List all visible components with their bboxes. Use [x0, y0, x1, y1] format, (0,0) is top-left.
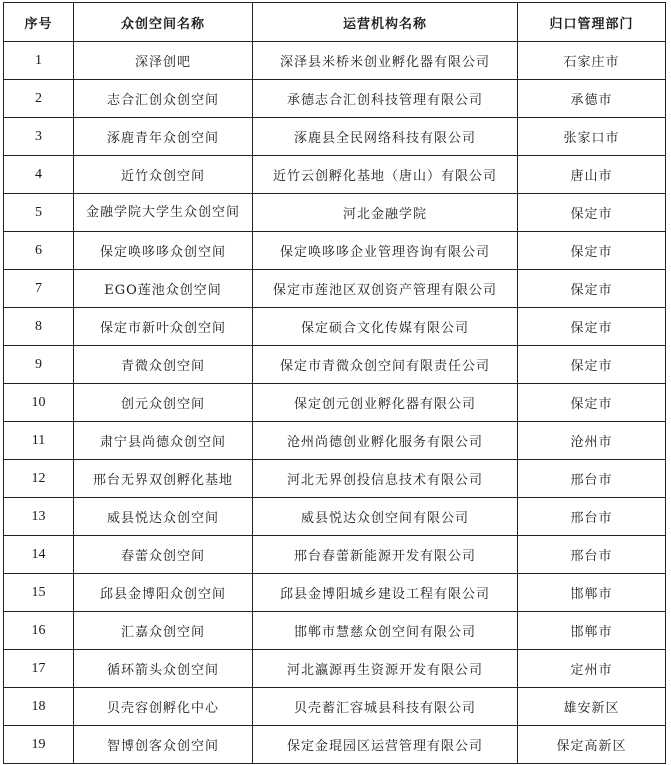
- cell-space-name: 创元众创空间: [74, 384, 253, 422]
- header-serial-number: 序号: [4, 3, 74, 42]
- cell-management-dept: 保定市: [518, 384, 666, 422]
- cell-management-dept: 沧州市: [518, 422, 666, 460]
- cell-serial-number: 3: [4, 118, 74, 156]
- cell-serial-number: 19: [4, 726, 74, 764]
- header-operator-name: 运营机构名称: [253, 3, 518, 42]
- cell-space-name: 志合汇创众创空间: [74, 80, 253, 118]
- cell-operator-name: 保定市青微众创空间有限责任公司: [253, 346, 518, 384]
- cell-serial-number: 9: [4, 346, 74, 384]
- cell-serial-number: 16: [4, 612, 74, 650]
- cell-space-name: 智博创客众创空间: [74, 726, 253, 764]
- table-row: [4, 118, 666, 156]
- cell-serial-number: 8: [4, 308, 74, 346]
- cell-operator-name: 沧州尚德创业孵化服务有限公司: [253, 422, 518, 460]
- cell-serial-number: 14: [4, 536, 74, 574]
- cell-serial-number: 12: [4, 460, 74, 498]
- cell-operator-name: 邯郸市慧慈众创空间有限公司: [253, 612, 518, 650]
- table-row: [4, 422, 666, 460]
- cell-management-dept: 邢台市: [518, 460, 666, 498]
- table-body: [4, 42, 666, 764]
- cell-management-dept: 石家庄市: [518, 42, 666, 80]
- cell-space-name: 保定唤哆哆众创空间: [74, 232, 253, 270]
- cell-serial-number: 7: [4, 270, 74, 308]
- cell-operator-name: 贝壳蓄汇容城县科技有限公司: [253, 688, 518, 726]
- cell-operator-name: 保定金琨园区运营管理有限公司: [253, 726, 518, 764]
- cell-space-name: 邱县金博阳众创空间: [74, 574, 253, 612]
- table-row: [4, 80, 666, 118]
- cell-serial-number: 10: [4, 384, 74, 422]
- table-row: [4, 650, 666, 688]
- table-row: [4, 384, 666, 422]
- cell-space-name: EGO莲池众创空间: [74, 270, 253, 308]
- table-row: [4, 612, 666, 650]
- table-row: [4, 270, 666, 308]
- cell-management-dept: 邢台市: [518, 536, 666, 574]
- cell-management-dept: 邯郸市: [518, 574, 666, 612]
- cell-operator-name: 邱县金博阳城乡建设工程有限公司: [253, 574, 518, 612]
- cell-space-name: 威县悦达众创空间: [74, 498, 253, 536]
- cell-operator-name: 保定市莲池区双创资产管理有限公司: [253, 270, 518, 308]
- cell-space-name: 保定市新叶众创空间: [74, 308, 253, 346]
- cell-management-dept: 承德市: [518, 80, 666, 118]
- table-row: [4, 156, 666, 194]
- cell-space-name: 肃宁县尚德众创空间: [74, 422, 253, 460]
- cell-serial-number: 18: [4, 688, 74, 726]
- cell-serial-number: 17: [4, 650, 74, 688]
- table-row: [4, 498, 666, 536]
- table-row: [4, 726, 666, 764]
- maker-space-table: [3, 2, 666, 764]
- cell-operator-name: 河北无界创投信息技术有限公司: [253, 460, 518, 498]
- table-row: [4, 346, 666, 384]
- cell-operator-name: 涿鹿县全民网络科技有限公司: [253, 118, 518, 156]
- cell-space-name: 深泽创吧: [74, 42, 253, 80]
- cell-operator-name: 保定创元创业孵化器有限公司: [253, 384, 518, 422]
- cell-space-name: 涿鹿青年众创空间: [74, 118, 253, 156]
- cell-management-dept: 保定市: [518, 270, 666, 308]
- cell-management-dept: 张家口市: [518, 118, 666, 156]
- table-header: [4, 3, 666, 42]
- cell-management-dept: 定州市: [518, 650, 666, 688]
- cell-serial-number: 1: [4, 42, 74, 80]
- table-row: [4, 232, 666, 270]
- cell-operator-name: 保定硕合文化传媒有限公司: [253, 308, 518, 346]
- cell-operator-name: 深泽县米桥米创业孵化器有限公司: [253, 42, 518, 80]
- cell-serial-number: 4: [4, 156, 74, 194]
- cell-serial-number: 13: [4, 498, 74, 536]
- cell-management-dept: 邯郸市: [518, 612, 666, 650]
- cell-space-name: 汇嘉众创空间: [74, 612, 253, 650]
- cell-serial-number: 2: [4, 80, 74, 118]
- cell-space-name: 春蕾众创空间: [74, 536, 253, 574]
- cell-space-name: 近竹众创空间: [74, 156, 253, 194]
- table-row: [4, 688, 666, 726]
- cell-management-dept: 保定市: [518, 308, 666, 346]
- table-row: [4, 308, 666, 346]
- cell-management-dept: 雄安新区: [518, 688, 666, 726]
- table-row: [4, 194, 666, 232]
- cell-operator-name: 威县悦达众创空间有限公司: [253, 498, 518, 536]
- cell-operator-name: 邢台春蕾新能源开发有限公司: [253, 536, 518, 574]
- cell-operator-name: 承德志合汇创科技管理有限公司: [253, 80, 518, 118]
- cell-operator-name: 近竹云创孵化基地（唐山）有限公司: [253, 156, 518, 194]
- cell-management-dept: 邢台市: [518, 498, 666, 536]
- cell-space-name: 贝壳容创孵化中心: [74, 688, 253, 726]
- cell-space-name: 金融学院大学生众创空间: [74, 194, 253, 232]
- cell-management-dept: 保定市: [518, 194, 666, 232]
- cell-serial-number: 11: [4, 422, 74, 460]
- cell-space-name: 青微众创空间: [74, 346, 253, 384]
- table-row: [4, 574, 666, 612]
- cell-operator-name: 河北瀛源再生资源开发有限公司: [253, 650, 518, 688]
- header-row: [4, 3, 666, 42]
- cell-operator-name: 河北金融学院: [253, 194, 518, 232]
- cell-management-dept: 保定市: [518, 346, 666, 384]
- cell-space-name: 循环箭头众创空间: [74, 650, 253, 688]
- table-row: [4, 460, 666, 498]
- cell-serial-number: 6: [4, 232, 74, 270]
- cell-management-dept: 保定高新区: [518, 726, 666, 764]
- cell-operator-name: 保定唤哆哆企业管理咨询有限公司: [253, 232, 518, 270]
- cell-serial-number: 5: [4, 194, 74, 232]
- header-management-dept: 归口管理部门: [518, 3, 666, 42]
- cell-space-name: 邢台无界双创孵化基地: [74, 460, 253, 498]
- cell-serial-number: 15: [4, 574, 74, 612]
- cell-management-dept: 保定市: [518, 232, 666, 270]
- table-row: [4, 536, 666, 574]
- header-space-name: 众创空间名称: [74, 3, 253, 42]
- table-row: [4, 42, 666, 80]
- cell-management-dept: 唐山市: [518, 156, 666, 194]
